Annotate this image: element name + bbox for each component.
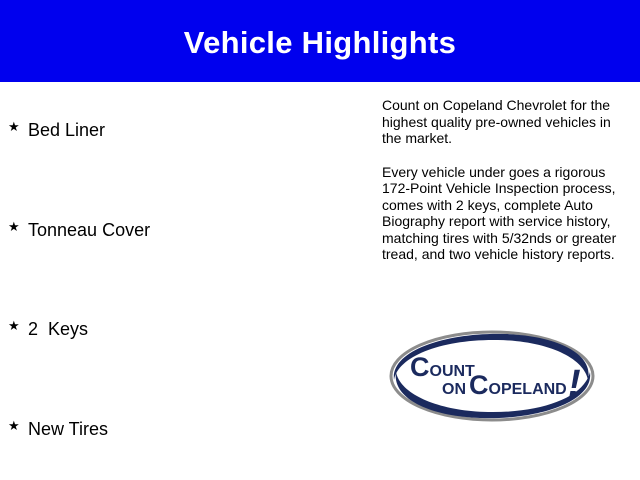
list-item — [8, 120, 105, 141]
highlight-label: 2 Keys — [28, 319, 89, 339]
highlight-label: Tonneau Cover — [28, 220, 151, 240]
star-icon: ★ — [8, 319, 20, 334]
dealer-blurb — [382, 97, 632, 280]
star-icon: ★ — [8, 220, 20, 235]
list-item — [8, 220, 150, 241]
count-on-copeland-logo — [388, 328, 596, 424]
list-item — [8, 319, 88, 340]
highlight-label: New Tires — [28, 419, 109, 439]
header-banner — [0, 0, 640, 82]
logo-text: ON COPELAND — [442, 370, 567, 400]
logo-graphic — [388, 328, 596, 424]
star-icon: ★ — [8, 419, 20, 434]
highlight-label: Bed Liner — [28, 120, 106, 140]
highlights-list — [0, 82, 360, 480]
blurb-paragraph: Count on Copeland Chevrolet for the highest quality pre-owned vehicles in the market. — [382, 97, 611, 146]
blurb-paragraph: Every vehicle under goes a rigorous 172-Point Vehicle Inspection process, comes with 2 keys, complete Auto Biography report with service history, matching tires with 5/32nds or greater tread, and two vehicle history reports. — [382, 163, 617, 262]
page-title: Vehicle Highlights — [183, 25, 457, 60]
list-item — [8, 419, 108, 440]
logo-text: COUNT — [410, 352, 475, 382]
logo-exclaim: ! — [568, 363, 581, 405]
star-icon: ★ — [8, 120, 20, 135]
